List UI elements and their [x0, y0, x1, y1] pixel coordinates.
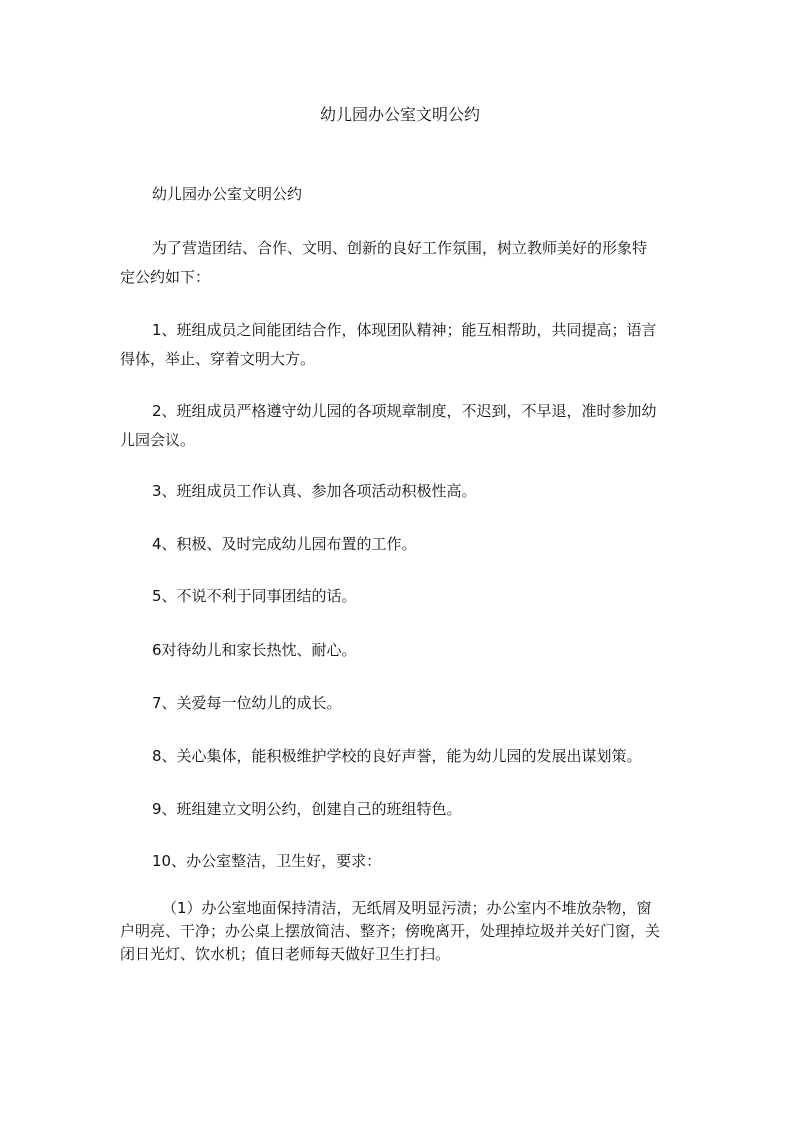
intro-paragraph: 为了营造团结、合作、文明、创新的良好工作氛围，树立教师美好的形象特定公约如下：: [120, 239, 648, 286]
rule-item-6: 6对待幼儿和家长热忱、耐心。: [152, 641, 357, 659]
rule-item-5: 5、不说不利于同事团结的话。: [152, 587, 357, 605]
rule-item-4: 4、积极、及时完成幼儿园布置的工作。: [152, 535, 417, 553]
rule-item-2: 2、班组成员严格遵守幼儿园的各项规章制度，不迟到，不早退，准时参加幼儿园会议。: [120, 402, 657, 449]
rule-item-10-sub-1: （1）办公室地面保持清洁，无纸屑及明显污渍；办公室内不堆放杂物，窗户明亮、干净；办公桌上摆放简洁、整齐；傍晚离开，处理掉垃圾并关好门窗，关闭日光灯、饮水机；值日老师每天做好卫生打扫。: [120, 899, 661, 963]
rule-item-7: 7、关爱每一位幼儿的成长。: [152, 694, 342, 712]
rule-item-9: 9、班组建立文明公约，创建自己的班组特色。: [152, 800, 462, 818]
rule-item-3: 3、班组成员工作认真、参加各项活动积极性高。: [152, 482, 477, 500]
document-title: 幼儿园办公室文明公约: [319, 105, 480, 124]
rule-item-8: 8、关心集体，能积极维护学校的良好声誉，能为幼儿园的发展出谋划策。: [152, 747, 642, 765]
document-subtitle: 幼儿园办公室文明公约: [152, 185, 303, 203]
rule-item-1: 1、班组成员之间能团结合作，体现团队精神；能互相帮助，共同提高；语言得体，举止、穿着文明大方。: [120, 321, 657, 368]
rule-item-10: 10、办公室整洁，卫生好，要求：: [152, 852, 382, 870]
